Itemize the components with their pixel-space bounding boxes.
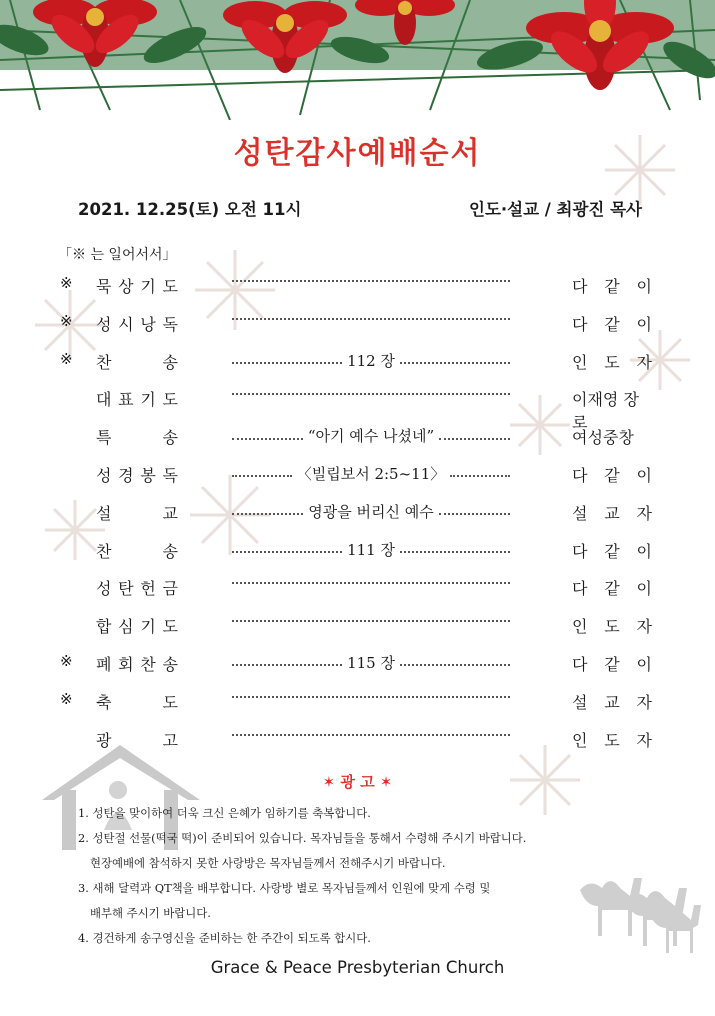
service-row xyxy=(0,606,715,644)
service-item-char: 탄 xyxy=(118,579,134,599)
dot-leader xyxy=(232,362,342,364)
dot-leader xyxy=(232,280,510,282)
service-item-person xyxy=(572,463,652,486)
standing-note: 「※ 는 일어서서」 xyxy=(58,247,177,263)
service-row xyxy=(0,493,715,531)
service-item-char: 합 xyxy=(96,617,112,637)
dot-leader xyxy=(232,620,510,622)
dot-leader xyxy=(232,696,510,698)
announcement-text: 1. 성탄을 맞이하여 더욱 크신 은혜가 임하기를 축복합니다. xyxy=(78,806,371,820)
service-item-person-text: 이재영 장로 xyxy=(572,390,639,433)
service-item-detail-text: 111 장 xyxy=(347,540,395,559)
service-item-char: 찬 xyxy=(96,352,112,372)
service-item-person-text: 같 xyxy=(604,465,620,485)
poinsettia-border xyxy=(0,0,715,120)
service-item-person xyxy=(572,312,652,335)
dot-leader xyxy=(400,551,510,553)
service-item-person-text: 다 xyxy=(572,541,588,561)
service-item-char: 폐 xyxy=(96,654,112,674)
announcements-title: ✶ 광 고 ✶ xyxy=(322,773,393,791)
dot-leader xyxy=(439,513,510,515)
announcement-item xyxy=(78,801,638,826)
service-item-name xyxy=(96,425,178,448)
service-item-detail-text: 영광을 버리신 예수 xyxy=(308,502,434,521)
announcement-text: 2. 성탄절 선물(떡국 떡)이 준비되어 있습니다. 목자님들을 통해서 수령해 주시기 바랍니다. xyxy=(78,831,527,845)
stand-mark: ※ xyxy=(60,274,73,292)
service-item-char: 찬 xyxy=(96,541,112,561)
service-item-char: 도 xyxy=(162,692,178,712)
service-item-detail xyxy=(232,312,510,320)
service-item-person-text: 자 xyxy=(636,352,652,372)
dot-leader xyxy=(232,318,510,320)
service-item-char: 대 xyxy=(96,390,112,410)
announcement-text: 3. 새해 달력과 QT책을 배부합니다. 사랑방 별로 목자님들께서 인원에 맞게 수령 및 xyxy=(78,881,491,895)
service-item-person-text: 다 xyxy=(572,465,588,485)
service-item-name xyxy=(96,728,178,751)
dot-leader xyxy=(439,438,510,440)
church-name: Grace & Peace Presbyterian Church xyxy=(210,958,505,977)
service-item-detail xyxy=(232,387,510,395)
service-item-name xyxy=(96,690,178,713)
service-item-person-text: 자 xyxy=(636,503,652,523)
service-item-detail xyxy=(232,501,510,522)
service-item-name xyxy=(96,274,178,297)
service-item-char: 독 xyxy=(162,465,178,485)
service-item-person-text: 도 xyxy=(604,730,620,750)
service-item-char: 시 xyxy=(118,314,134,334)
service-item-detail-text: 112 장 xyxy=(347,351,395,370)
service-item-char: 기 xyxy=(140,277,156,296)
service-item-person xyxy=(572,728,652,751)
service-item-person xyxy=(572,425,652,448)
dot-leader xyxy=(232,664,342,666)
announcement-text-continued: 배부해 주시기 바랍니다. xyxy=(90,906,211,920)
service-item-char: 교 xyxy=(162,503,178,523)
dot-leader xyxy=(232,438,303,440)
service-item-person-text: 교 xyxy=(604,503,620,523)
service-item-person xyxy=(572,350,652,373)
service-item-char: 성 xyxy=(96,465,112,485)
service-item-name xyxy=(96,539,178,562)
service-item-person-text: 도 xyxy=(604,352,620,372)
service-row xyxy=(0,531,715,569)
service-item-person-text: 다 xyxy=(572,314,588,334)
service-row xyxy=(0,379,715,433)
service-item-char: 독 xyxy=(162,314,178,334)
service-item-name xyxy=(96,350,178,373)
service-item-person xyxy=(572,576,652,599)
stand-mark: ※ xyxy=(60,651,73,670)
stand-mark: ※ xyxy=(60,311,73,330)
service-item-person-text: 자 xyxy=(636,692,652,712)
service-item-person xyxy=(572,652,652,675)
service-item-char: 회 xyxy=(118,654,134,674)
service-item-char: 고 xyxy=(162,730,178,750)
service-row xyxy=(0,304,715,342)
service-item-char: 묵 xyxy=(96,277,112,296)
service-item-person-text: 다 xyxy=(572,277,588,296)
service-item-person-text: 이 xyxy=(636,465,652,485)
announcement-text-continued: 현장예배에 참석하지 못한 사랑방은 목자님들께서 전해주시기 바랍니다. xyxy=(90,856,446,870)
service-item-char: 도 xyxy=(162,390,178,410)
service-item-char: 송 xyxy=(162,352,178,372)
service-item-person-text: 이 xyxy=(636,277,652,296)
order-of-service xyxy=(0,266,715,757)
service-item-name xyxy=(96,614,178,637)
service-datetime: 2021. 12.25(토) 오전 11시 xyxy=(78,200,302,219)
service-item-person-text: 다 xyxy=(572,654,588,674)
service-leader: 인도·설교 / 최광진 목사 xyxy=(469,200,642,219)
announcement-text: 4. 경건하게 송구영신을 준비하는 한 주간이 되도록 합시다. xyxy=(78,931,371,945)
service-item-char: 헌 xyxy=(140,579,156,599)
service-item-char: 상 xyxy=(118,277,134,296)
service-item-person-text: 인 xyxy=(572,617,588,637)
service-item-detail-text: “아기 예수 나셨네” xyxy=(307,427,435,446)
service-item-char: 경 xyxy=(118,465,134,485)
stand-mark: ※ xyxy=(60,349,73,368)
service-item-char: 표 xyxy=(118,390,134,410)
service-item-person xyxy=(572,539,652,562)
service-item-detail xyxy=(232,350,510,371)
service-item-char: 송 xyxy=(162,428,178,448)
service-item-detail-text: 〈빌립보서 2:5~11〉 xyxy=(296,464,446,483)
service-item-name xyxy=(96,463,178,486)
service-item-person-text: 다 xyxy=(572,579,588,599)
service-item-person-text: 교 xyxy=(604,692,620,712)
service-item-person-text: 이 xyxy=(636,579,652,599)
service-row xyxy=(0,568,715,606)
service-item-person-text: 도 xyxy=(604,617,620,637)
announcement-item xyxy=(78,926,638,951)
service-item-name xyxy=(96,576,178,599)
service-item-char: 도 xyxy=(162,277,178,296)
service-item-person-text: 설 xyxy=(572,692,588,712)
service-item-char: 성 xyxy=(96,314,112,334)
service-item-char: 심 xyxy=(118,617,134,637)
service-item-name xyxy=(96,501,178,524)
service-item-char: 봉 xyxy=(140,465,156,485)
dot-leader xyxy=(232,475,292,477)
service-item-person-text: 이 xyxy=(636,654,652,674)
stand-mark: ※ xyxy=(60,689,73,708)
service-item-person xyxy=(572,501,652,524)
service-item-char: 도 xyxy=(162,617,178,637)
service-item-char: 기 xyxy=(140,390,156,410)
service-item-person-text: 같 xyxy=(604,579,620,599)
service-item-person-text: 자 xyxy=(636,730,652,750)
service-item-name xyxy=(96,312,178,335)
service-row xyxy=(0,644,715,682)
service-item-detail xyxy=(232,690,510,698)
dot-leader xyxy=(232,734,510,736)
announcements-list xyxy=(78,801,638,951)
service-item-person xyxy=(572,690,652,713)
service-item-char: 특 xyxy=(96,428,112,448)
service-item-char: 광 xyxy=(96,730,112,750)
service-item-char: 찬 xyxy=(140,654,156,674)
dot-leader xyxy=(232,582,510,584)
service-row xyxy=(0,720,715,758)
dot-leader xyxy=(232,551,342,553)
service-item-char: 금 xyxy=(162,579,178,599)
service-row xyxy=(0,266,715,304)
service-item-person-text: 인 xyxy=(572,730,588,750)
service-item-char: 낭 xyxy=(140,314,156,334)
service-item-detail xyxy=(232,274,510,282)
dot-leader xyxy=(400,664,510,666)
service-item-detail xyxy=(232,425,510,446)
dot-leader xyxy=(232,393,510,395)
service-item-detail xyxy=(232,539,510,560)
service-item-detail xyxy=(232,652,510,673)
service-item-person-text: 같 xyxy=(604,541,620,561)
service-item-person xyxy=(572,274,652,297)
service-item-char: 기 xyxy=(140,617,156,637)
service-item-name xyxy=(96,387,178,410)
dot-leader xyxy=(450,475,510,477)
service-item-detail-text: 115 장 xyxy=(347,653,395,672)
dot-leader xyxy=(400,362,510,364)
service-item-detail xyxy=(232,614,510,622)
service-item-person-text: 이 xyxy=(636,314,652,334)
service-row xyxy=(0,455,715,493)
service-item-detail xyxy=(232,728,510,736)
service-item-detail xyxy=(232,463,510,484)
service-item-person-text: 여성중창 xyxy=(572,428,634,448)
service-item-person-text: 자 xyxy=(636,617,652,637)
announcement-item xyxy=(78,826,638,876)
service-item-person-text: 같 xyxy=(604,314,620,334)
service-item-person-text: 인 xyxy=(572,352,588,372)
service-item-char: 송 xyxy=(162,654,178,674)
service-item-char: 축 xyxy=(96,692,112,712)
service-item-person xyxy=(572,614,652,637)
service-row xyxy=(0,682,715,720)
service-item-person-text: 이 xyxy=(636,541,652,561)
service-item-char: 송 xyxy=(162,541,178,561)
service-item-person-text: 같 xyxy=(604,654,620,674)
service-row xyxy=(0,342,715,380)
page-title: 성탄감사예배순서 xyxy=(233,136,482,171)
service-item-name xyxy=(96,652,178,675)
service-item-char: 성 xyxy=(96,579,112,599)
service-item-detail xyxy=(232,576,510,584)
dot-leader xyxy=(232,513,303,515)
service-item-char: 설 xyxy=(96,503,112,523)
service-item-person-text: 설 xyxy=(572,503,588,523)
announcement-item xyxy=(78,876,638,926)
service-item-person-text: 같 xyxy=(604,277,620,296)
service-row xyxy=(0,417,715,455)
